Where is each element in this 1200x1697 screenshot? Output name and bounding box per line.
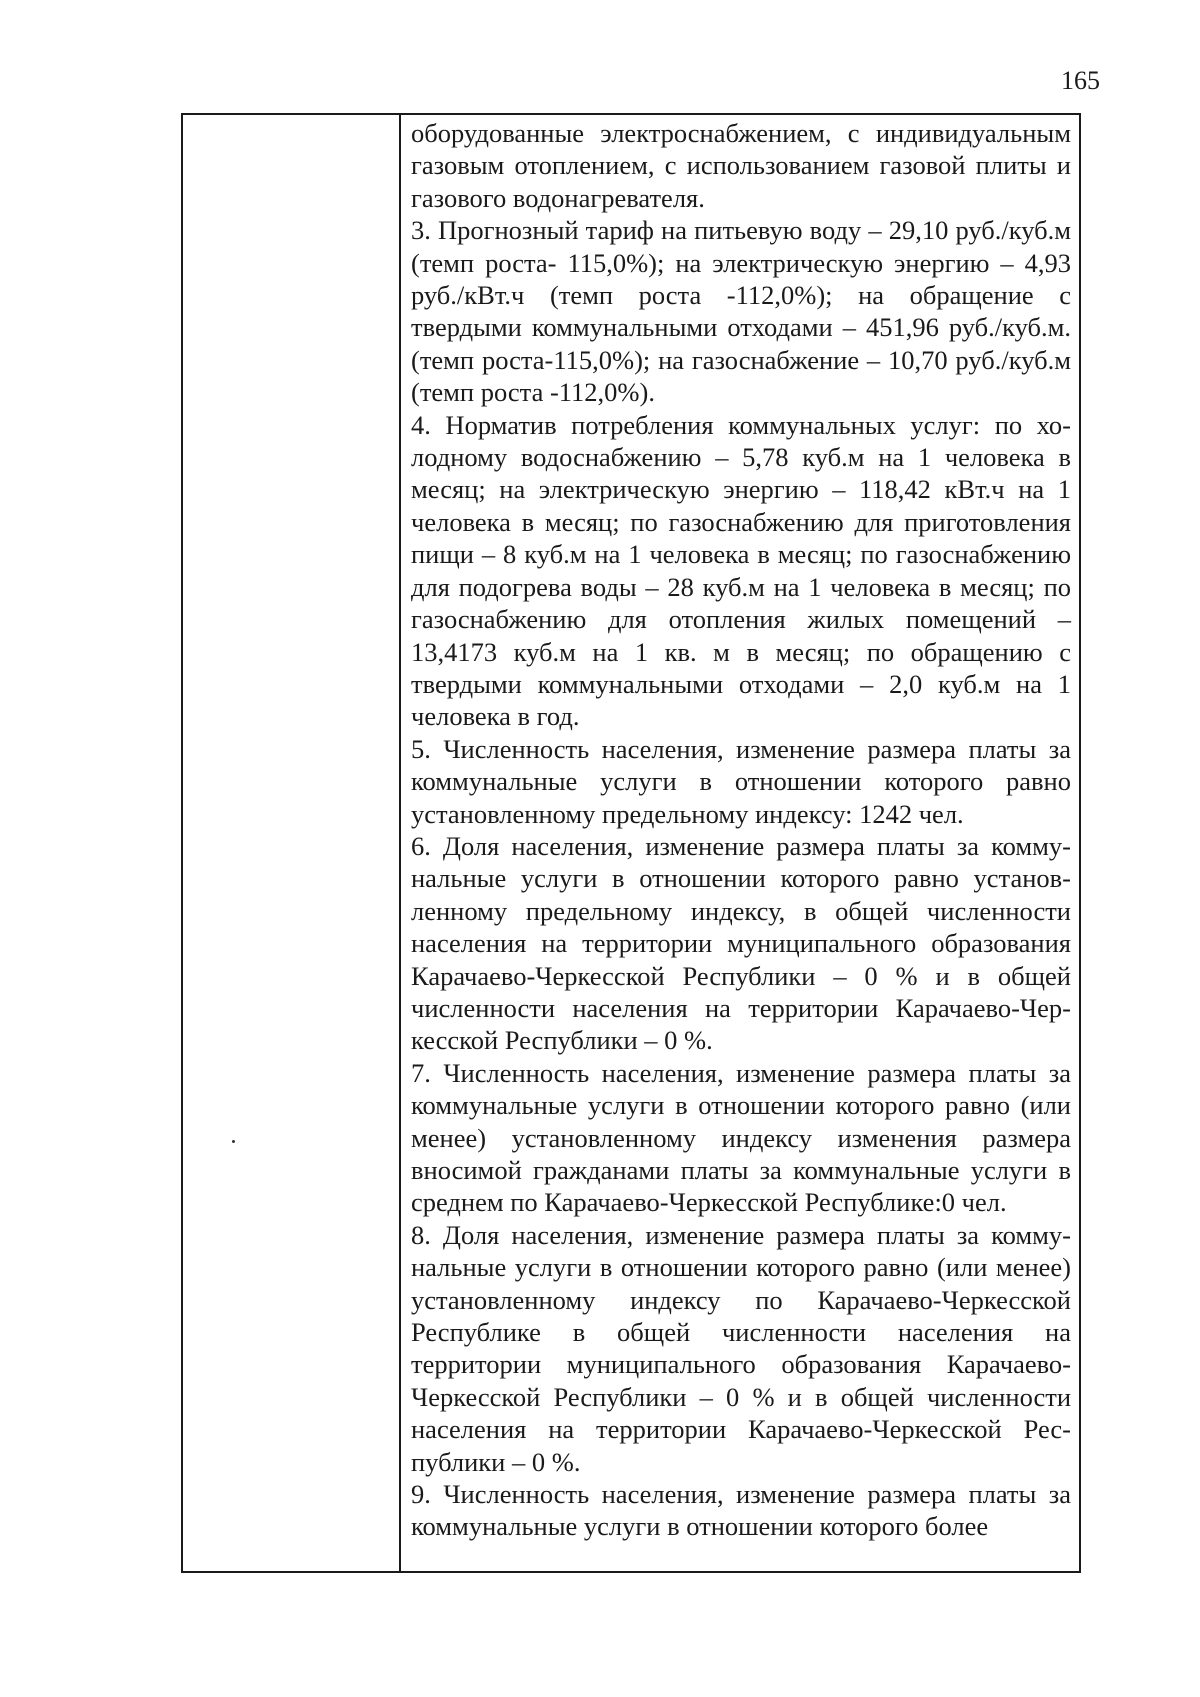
document-table	[181, 113, 1081, 1573]
paragraph-item-6: 6. Доля населения, изменение размера платы за коммунальные услуги в отношении которого равно установленному предельному индексу, в общей численности населения на территории муниципального образования Карачаево-Черкесской Республики – 0 % и в общей численности населения на территории Карачаево-Черкесской Республики – 0 %.	[411, 830, 1071, 1056]
paragraph-item-7: 7. Численность населения, изменение размера платы за коммунальные услуги в отношении которого равно (или менее) установленному индексу изменения размера вносимой гражданами платы за коммунальные услуги в среднем по Карачаево-Черкесской Республике:0 чел.	[411, 1057, 1071, 1218]
paragraph-item-4: 4. Норматив потребления коммунальных услуг: по холодному водоснабжению – 5,78 куб.м на 1 человека в месяц; на электрическую энергию – 118,42 кВт.ч на 1 человека в месяц; по газоснабжению для приготовления пищи – 8 куб.м на 1 человека в месяц; по газоснабжению для подогрева воды – 28 куб.м на 1 человека в месяц; по газоснабжению для отопления жилых помещений – 13,4173 куб.м на 1 кв. м в месяц; по обращению с твердыми коммунальными отходами – 2,0 куб.м на 1 человека в год.	[411, 409, 1071, 732]
scan-speck	[232, 1140, 235, 1143]
paragraph-continuation: оборудованные электроснабжением, с индивидуальным газовым отоплением, с использованием газовой плиты и газового водонагревателя.	[411, 118, 1071, 213]
table-left-cell	[183, 115, 401, 1571]
table-right-cell	[401, 115, 1079, 1571]
page-number: 165	[1061, 66, 1100, 95]
paragraph-item-9: 9. Численность населения, изменение размера платы за коммунальные услуги в отношении которого более	[411, 1479, 1071, 1542]
paragraph-item-8: 8. Доля населения, изменение размера платы за коммунальные услуги в отношении которого равно (или менее) установленному индексу по Карачаево-Черкесской Республике в общей численности населения на территории муниципального образования Карачаево-Черкесской Республики – 0 % и в общей численности населения на территории Карачаево-Черкесской Республики – 0 %.	[411, 1219, 1071, 1477]
paragraph-item-3: 3. Прогнозный тариф на питьевую воду – 29,10 руб./куб.м (темп роста- 115,0%); на электрическую энергию – 4,93 руб./кВт.ч (темп роста -112,0%); на обращение с твердыми коммунальными отходами – 451,96 руб./куб.м. (темп роста-115,0%); на газоснабжение – 10,70 руб./куб.м (темп роста -112,0%).	[411, 215, 1071, 408]
paragraph-item-5: 5. Численность населения, изменение размера платы за коммунальные услуги в отношении которого равно установленному предельному индексу: 1242 чел.	[411, 733, 1071, 829]
